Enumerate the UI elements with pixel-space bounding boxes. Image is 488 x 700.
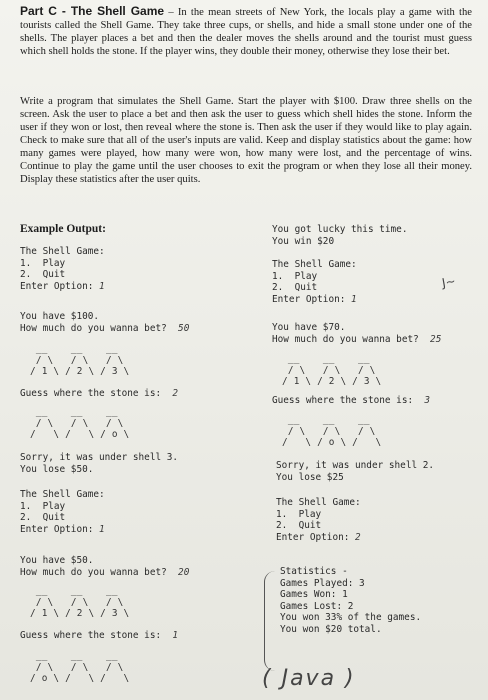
right-statistics: Statistics - Games Played: 3 Games Won: 1 Games Lost: 2 You won 33% of the games. You won $20 total. xyxy=(280,566,422,635)
left-shells-1: __ __ __ / \ / \ / \ / 1 \ / 2 \ / 3 \ xyxy=(30,343,130,378)
left-guess-1: Guess where the stone is: 2 xyxy=(20,388,179,399)
handwritten-mark: J~ xyxy=(440,273,457,291)
left-console-block-4: You have $50. How much do you wanna bet? 20 xyxy=(20,555,190,578)
left-result-1: Sorry, it was under shell 3. You lose $50. xyxy=(20,452,179,475)
left-reveal-2: __ __ __ / \ / \ / \ / o \ / \ / \ xyxy=(30,650,130,685)
left-console-block-3: The Shell Game: 1. Play 2. Quit Enter Option: 1 xyxy=(20,489,105,535)
right-guess: Guess where the stone is: 3 xyxy=(272,395,431,406)
instructions-paragraph: Write a program that simulates the Shell Game. Start the player with $100. Draw three shells on the screen. Ask the user to place a bet and then ask the user to guess which shell hides the stone. Inform the user if they won or lost, then reveal where the stone is. Then ask the user if they would like to play again. Check to make sure that all of the user's inputs are valid. Keep and display statistics about the game: how many games were played, how many were won, how many were lost, and the percentage of wins. Continue to play the game until the user chooses to exit the program or when they lose all their money. Display these statistics after the user quits. xyxy=(20,96,472,185)
stats-bracket xyxy=(264,571,275,671)
handwritten-java-note: ( Java ) xyxy=(262,666,356,691)
part-heading: Part C - The Shell Game xyxy=(20,4,165,18)
right-console-block-2: You have $70. How much do you wanna bet? 25 xyxy=(272,322,442,345)
right-console-block-1: The Shell Game: 1. Play 2. Quit Enter Option: 1 xyxy=(272,259,357,305)
left-guess-2: Guess where the stone is: 1 xyxy=(20,630,179,641)
right-win-message: You got lucky this time. You win $20 xyxy=(272,224,408,247)
left-console-block-2: You have $100. How much do you wanna bet? 50 xyxy=(20,311,190,334)
right-shells: __ __ __ / \ / \ / \ / 1 \ / 2 \ / 3 \ xyxy=(282,353,382,388)
right-result: Sorry, it was under shell 2. You lose $25 xyxy=(276,460,435,483)
left-reveal-1: __ __ __ / \ / \ / \ / \ / \ / o \ xyxy=(30,406,130,441)
left-shells-2: __ __ __ / \ / \ / \ / 1 \ / 2 \ / 3 \ xyxy=(30,585,130,620)
intro-text: – In the mean streets of New York, the locals play a game with the tourists called the Shell Game. They take three cups, or shells, and hide a small stone under one of the shells. The player places a bet and then the dealer moves the shells around and the tourist must guess which shell holds the stone. If the player wins, they double their money, otherwise they lose their bet. xyxy=(20,7,472,57)
right-console-block-3: The Shell Game: 1. Play 2. Quit Enter Option: 2 xyxy=(276,497,361,543)
intro-paragraph xyxy=(20,5,472,58)
example-output-heading: Example Output: xyxy=(20,223,106,235)
left-console-block-1: The Shell Game: 1. Play 2. Quit Enter Option: 1 xyxy=(20,246,105,292)
right-reveal: __ __ __ / \ / \ / \ / \ / o \ / \ xyxy=(282,414,382,449)
